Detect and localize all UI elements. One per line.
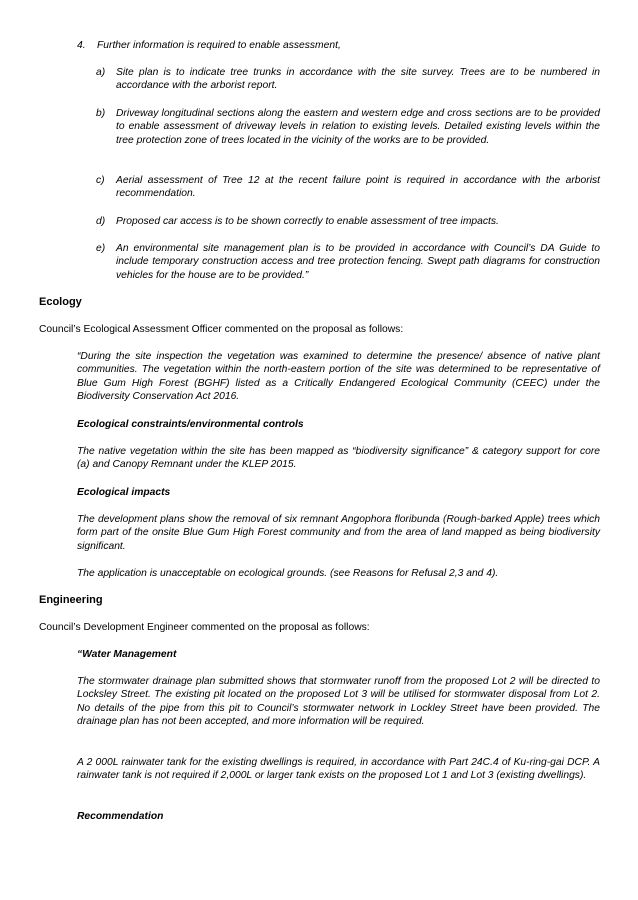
ecology-paragraph-impacts: The development plans show the removal of six remnant Angophora floribunda (Rough-barked Apple) trees which form part of the onsite Blue Gum High Forest community and from the area of land mapped as being biodiversity significant. <box>77 514 600 552</box>
engineering-subheading-recommendation: Recommendation <box>77 811 164 822</box>
engineering-subheading-water: “Water Management <box>77 649 177 660</box>
engineering-paragraph-drainage: The stormwater drainage plan submitted shows that stormwater runoff from the proposed Lot 2 will be directed to Locksley Street. The existing pit located on the proposed Lot 3 will be utilised for stormwater disposal from Lot 2. No details of the pipe from this pit to Council’s stormwater network in Lockley Street have been provided. The drainage plan has not been accepted, and more information will be required. <box>77 676 600 728</box>
ecology-paragraph-constraints: The native vegetation within the site has been mapped as “biodiversity significance” & category support for core (a) and Canopy Remnant under the KLEP 2015. <box>77 446 600 471</box>
item-letter: a) <box>96 67 106 78</box>
list-item-c <box>96 174 600 201</box>
ecology-intro: Council’s Ecological Assessment Officer commented on the proposal as follows: <box>39 324 404 335</box>
item-number: 4. <box>77 40 86 51</box>
further-info-item <box>77 39 607 52</box>
section-heading-engineering: Engineering <box>39 594 103 606</box>
item-letter: b) <box>96 108 106 119</box>
ecology-conclusion: The application is unacceptable on ecological grounds. (see Reasons for Refusal 2,3 and 4). <box>77 568 499 579</box>
engineering-intro: Council’s Development Engineer commented on the proposal as follows: <box>39 622 370 633</box>
list-item-a <box>96 66 600 93</box>
item-text: Further information is required to enable assessment, <box>97 40 341 51</box>
item-text: Driveway longitudinal sections along the eastern and western edge and cross sections are to be provided to enable assessment of driveway levels in relation to existing levels. Detailed existing levels within the tree protection zone of trees located in the vicinity of the works are to be provided. <box>116 108 600 146</box>
engineering-paragraph-rainwater: A 2 000L rainwater tank for the existing dwellings is required, in accordance with Part 24C.4 of Ku-ring-gai DCP. A rainwater tank is not required if 2,000L or larger tank exists on the proposed Lot 1 and Lot 3 (existing dwellings). <box>77 757 600 782</box>
item-text: Aerial assessment of Tree 12 at the recent failure point is required in accordance with the arborist recommendation. <box>116 175 600 200</box>
item-text: Proposed car access is to be shown correctly to enable assessment of tree impacts. <box>116 216 499 227</box>
list-item-e <box>96 242 600 282</box>
ecology-quote: “During the site inspection the vegetation was examined to determine the presence/ absence of native plant communities. The vegetation within the north-eastern portion of the site was determined to be representative of Blue Gum High Forest (BGHF) listed as a Critically Endangered Ecological Community (CEEC) under the Biodiversity Conservation Act 2016. <box>77 351 600 403</box>
item-letter: c) <box>96 175 105 186</box>
ecology-subheading-constraints: Ecological constraints/environmental controls <box>77 419 304 430</box>
item-letter: e) <box>96 243 106 254</box>
item-text: Site plan is to indicate tree trunks in accordance with the site survey. Trees are to be numbered in accordance with the arborist report. <box>116 67 600 92</box>
list-item-b <box>96 107 600 147</box>
item-text: An environmental site management plan is to be provided in accordance with Council’s DA Guide to include temporary construction access and tree protection fencing. Swept path diagrams for construction vehicles for the house are to be provided.” <box>116 243 600 281</box>
item-letter: d) <box>96 216 106 227</box>
section-heading-ecology: Ecology <box>39 296 82 308</box>
list-item-d <box>96 215 600 228</box>
ecology-subheading-impacts: Ecological impacts <box>77 487 171 498</box>
